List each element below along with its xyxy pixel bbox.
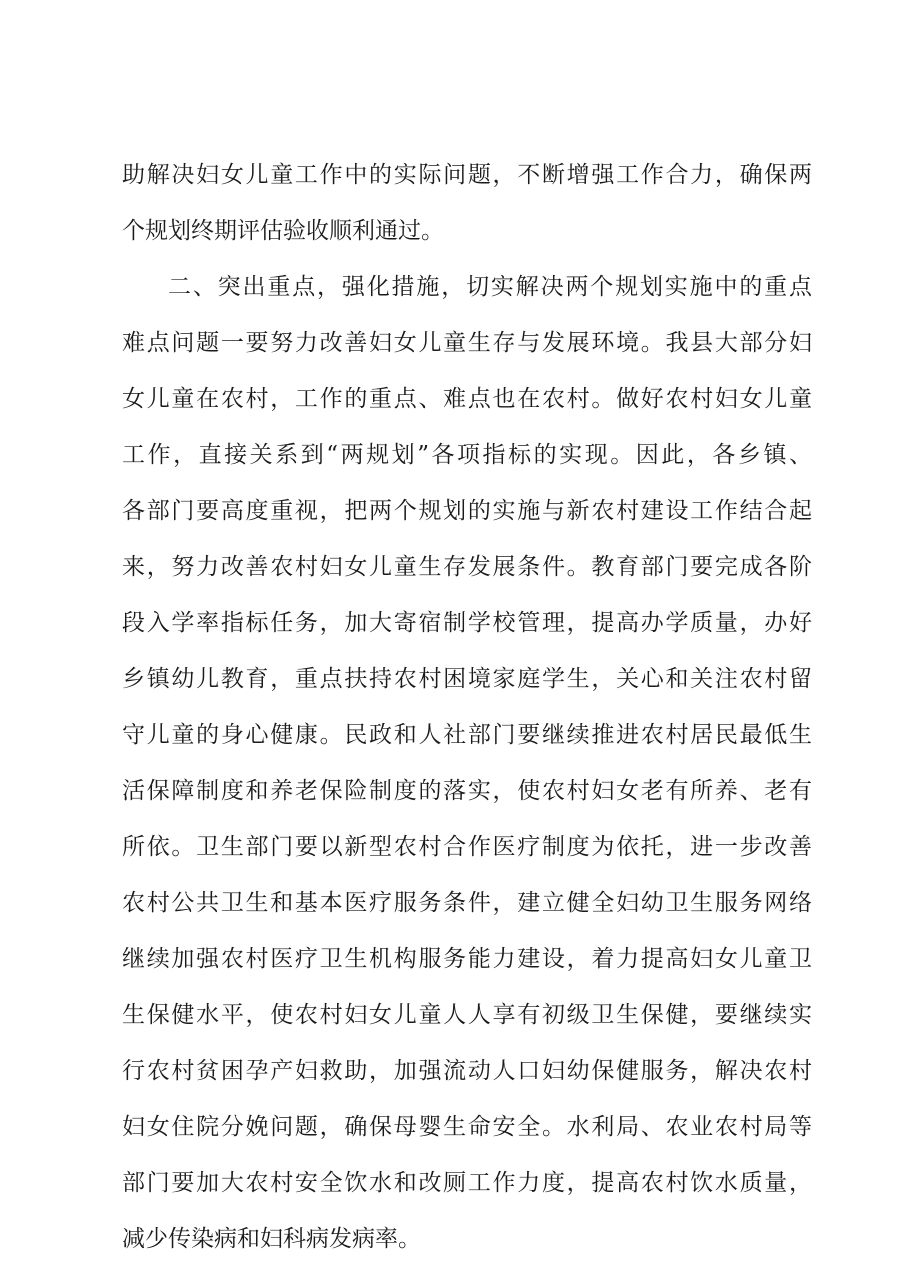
paragraph-line: 减少传染病和妇科病发病率。 [122,1226,421,1252]
paragraph-line: 各部门要高度重视，把两个规划的实施与新农村建设工作结合起 [122,498,812,524]
paragraph-line: 活保障制度和养老保险制度的落实，使农村妇女老有所养、老有 [122,778,812,804]
paragraph-line: 农村公共卫生和基本医疗服务条件，建立健全妇幼卫生服务网络 [122,890,812,916]
paragraph-line: 来，努力改善农村妇女儿童生存发展条件。教育部门要完成各阶 [122,554,812,580]
paragraph-line: 部门要加大农村安全饮水和改厕工作力度，提高农村饮水质量， [122,1170,812,1196]
paragraph-line: 个规划终期评估验收顺利通过。 [122,218,444,244]
paragraph-line: 女儿童在农村，工作的重点、难点也在农村。做好农村妇女儿童 [122,386,812,412]
paragraph-line: 助解决妇女儿童工作中的实际问题，不断增强工作合力，确保两 [122,162,812,188]
paragraph-line: 守儿童的身心健康。民政和人社部门要继续推进农村居民最低生 [122,722,812,748]
paragraph-line: 继续加强农村医疗卫生机构服务能力建设，着力提高妇女儿童卫 [122,946,812,972]
paragraph-line: 生保健水平，使农村妇女儿童人人享有初级卫生保健，要继续实 [122,1002,812,1028]
paragraph-line: 乡镇幼儿教育，重点扶持农村困境家庭学生，关心和关注农村留 [122,666,812,692]
paragraph-line: 二、突出重点，强化措施，切实解决两个规划实施中的重点 [168,274,812,300]
document-body [122,147,812,1267]
paragraph-line: 所依。卫生部门要以新型农村合作医疗制度为依托，进一步改善 [122,834,812,860]
paragraph-line: 难点问题一要努力改善妇女儿童生存与发展环境。我县大部分妇 [122,330,812,356]
paragraph-line: 段入学率指标任务，加大寄宿制学校管理，提高办学质量，办好 [122,610,812,636]
paragraph-line: 行农村贫困孕产妇救助，加强流动人口妇幼保健服务，解决农村 [122,1058,812,1084]
paragraph-line: 工作，直接关系到“两规划”各项指标的实现。因此，各乡镇、 [122,442,812,468]
paragraph-line: 妇女住院分娩问题，确保母婴生命安全。水利局、农业农村局等 [122,1114,812,1140]
